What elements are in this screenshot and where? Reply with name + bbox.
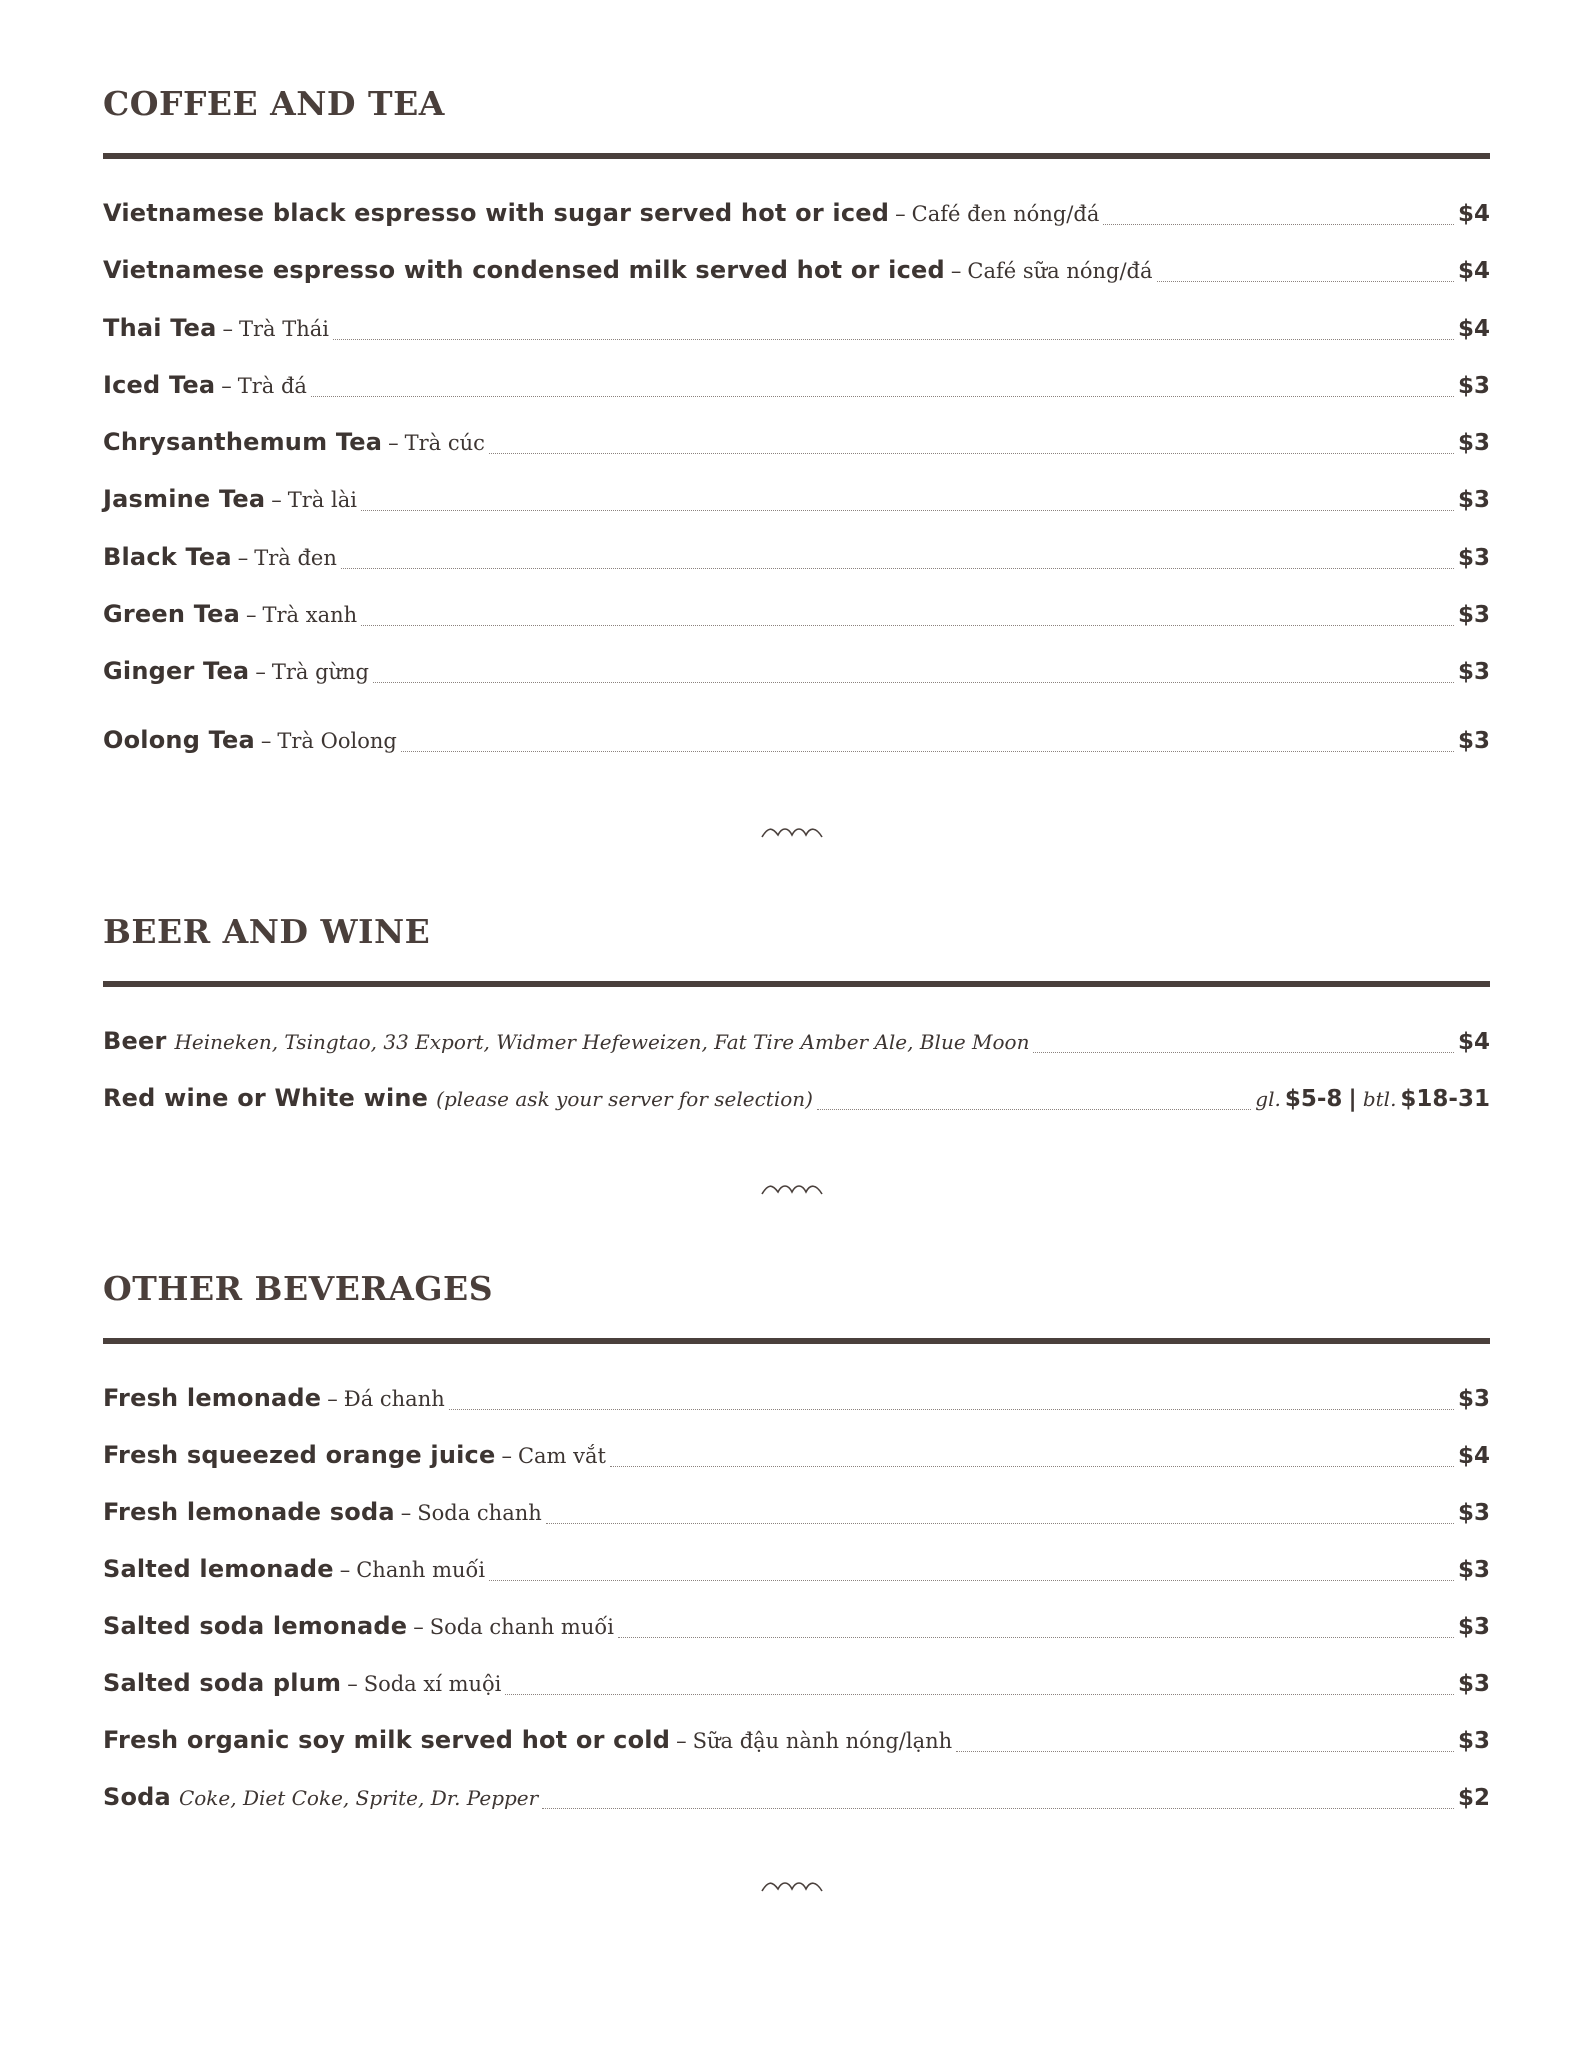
section-other-beverages (103, 1267, 1490, 1811)
item-price: $4 (1457, 1443, 1490, 1469)
item-vietnamese-name: Trà xanh (262, 603, 358, 627)
menu-item (103, 1498, 1490, 1532)
dot-leader (361, 624, 1454, 626)
item-price: $3 (1457, 487, 1490, 513)
item-separator: – (222, 317, 233, 341)
section-rule (103, 981, 1490, 987)
item-name: Black Tea (103, 543, 232, 571)
item-name: Fresh lemonade soda (103, 1498, 395, 1526)
item-vietnamese-name: Trà Oolong (277, 729, 397, 753)
section-title: OTHER BEVERAGES (103, 1269, 494, 1308)
menu-item (103, 543, 1490, 577)
item-name: Fresh organic soy milk served hot or cold (103, 1726, 671, 1754)
item-price: $4 (1457, 201, 1490, 227)
menu-item (103, 199, 1490, 233)
item-vietnamese-name: Soda chanh muối (429, 1615, 614, 1639)
item-name: Fresh squeezed orange juice (103, 1441, 496, 1469)
item-separator: – (950, 259, 962, 283)
item-price-bottle: $18-31 (1400, 1086, 1490, 1112)
dot-leader (618, 1636, 1454, 1638)
item-price: $3 (1457, 1557, 1490, 1583)
item-name: Oolong Tea (103, 726, 255, 754)
item-separator: – (237, 546, 249, 570)
menu-item (103, 1084, 1490, 1118)
item-detail: Heineken, Tsingtao, 33 Export, Widmer Hefeweizen, Fat Tire Amber Ale, Blue Moon (174, 1030, 1030, 1054)
item-price: $3 (1457, 659, 1490, 685)
item-name: Green Tea (103, 600, 240, 628)
item-price: $3 (1457, 545, 1490, 571)
item-separator: – (327, 1387, 338, 1411)
menu-item (103, 1612, 1490, 1646)
item-price: $4 (1457, 1029, 1490, 1055)
item-vietnamese-name: Soda xí muội (363, 1672, 502, 1696)
dot-leader (956, 1750, 1454, 1752)
item-name: Red wine or White wine (103, 1084, 429, 1112)
item-separator: – (413, 1615, 424, 1639)
menu-item (103, 1027, 1490, 1061)
menu-item (103, 1384, 1490, 1418)
dot-leader (361, 509, 1454, 511)
item-vietnamese-name: Trà đen (254, 546, 337, 570)
menu-item (103, 371, 1490, 405)
item-name: Iced Tea (103, 371, 216, 399)
wave-flourish-icon (760, 1180, 824, 1198)
item-name: Jasmine Tea (103, 485, 266, 513)
item-separator: – (221, 374, 232, 398)
dot-leader (817, 1108, 1251, 1110)
item-price: $3 (1457, 728, 1490, 754)
menu-item (103, 485, 1490, 519)
section-beer-and-wine (103, 910, 1490, 1112)
item-vietnamese-name: Soda chanh (417, 1501, 542, 1525)
price-label-bottle: btl. (1362, 1087, 1397, 1111)
dot-leader (610, 1465, 1454, 1467)
dot-leader (546, 1522, 1454, 1524)
item-name: Ginger Tea (103, 657, 250, 685)
dot-leader (1103, 223, 1454, 225)
item-vietnamese-name: Chanh muối (356, 1558, 486, 1582)
item-vietnamese-name: Café sữa nóng/đá (967, 259, 1153, 283)
item-name: Soda (103, 1783, 171, 1811)
item-name: Chrysanthemum Tea (103, 428, 383, 456)
item-vietnamese-name: Trà Thái (239, 317, 330, 341)
item-name: Beer (103, 1027, 167, 1055)
item-price: $3 (1457, 602, 1490, 628)
section-title: COFFEE AND TEA (103, 84, 445, 123)
item-price: $3 (1457, 1500, 1490, 1526)
menu-item (103, 1555, 1490, 1589)
item-separator: – (260, 729, 272, 753)
menu-item (103, 1669, 1490, 1703)
price-label-glass: gl. (1255, 1087, 1281, 1111)
item-price: $3 (1457, 1614, 1490, 1640)
item-separator: – (676, 1729, 687, 1753)
menu-item (103, 600, 1490, 634)
item-price: $4 (1457, 316, 1490, 342)
item-vietnamese-name: Trà đá (237, 374, 307, 398)
menu-item (103, 256, 1490, 290)
item-name: Salted soda lemonade (103, 1612, 408, 1640)
item-name: Thai Tea (103, 314, 217, 342)
item-price: $3 (1457, 373, 1490, 399)
item-price: $3 (1457, 1386, 1490, 1412)
item-name: Salted soda plum (103, 1669, 342, 1697)
menu-item (103, 1726, 1490, 1760)
item-price: $3 (1457, 1728, 1490, 1754)
item-price: $3 (1457, 1671, 1490, 1697)
item-price: $3 (1457, 430, 1490, 456)
dot-leader (489, 452, 1454, 454)
item-vietnamese-name: Trà gừng (271, 660, 370, 684)
item-separator: – (501, 1444, 512, 1468)
item-vietnamese-name: Sữa đậu nành nóng/lạnh (692, 1729, 953, 1753)
item-detail: (please ask your server for selection) (436, 1087, 813, 1111)
item-separator: – (895, 202, 906, 226)
section-coffee-and-tea (103, 82, 1490, 754)
item-name: Vietnamese espresso with condensed milk served hot or iced (103, 256, 945, 284)
dot-leader (542, 1807, 1454, 1809)
item-name: Fresh lemonade (103, 1384, 322, 1412)
item-separator: – (347, 1672, 358, 1696)
item-vietnamese-name: Trà lài (287, 488, 357, 512)
section-title: BEER AND WINE (103, 912, 431, 951)
dot-leader (1033, 1051, 1454, 1053)
item-vietnamese-name: Café đen nóng/đá (911, 202, 1100, 226)
item-separator: – (246, 603, 257, 627)
menu-item (103, 726, 1490, 760)
item-separator: – (271, 488, 282, 512)
menu-item (103, 657, 1490, 691)
dot-leader (311, 395, 1454, 397)
item-vietnamese-name: Cam vắt (517, 1444, 606, 1468)
wave-flourish-icon (760, 823, 824, 841)
item-price: $2 (1457, 1785, 1490, 1811)
dot-leader (333, 338, 1454, 340)
item-separator: – (400, 1501, 412, 1525)
dot-leader (341, 567, 1454, 569)
item-separator: – (255, 660, 266, 684)
wave-flourish-icon (760, 1877, 824, 1895)
dot-leader (505, 1693, 1454, 1695)
item-name: Vietnamese black espresso with sugar served hot or iced (103, 199, 890, 227)
item-price: $4 (1457, 258, 1490, 284)
menu-item (103, 428, 1490, 462)
dot-leader (373, 681, 1454, 683)
section-rule (103, 153, 1490, 159)
dot-leader (401, 750, 1454, 752)
item-vietnamese-name: Đá chanh (343, 1387, 445, 1411)
dot-leader (1157, 280, 1454, 282)
price-divider: | (1348, 1086, 1357, 1112)
item-price-glass: $5-8 (1284, 1086, 1343, 1112)
dot-leader (449, 1408, 1454, 1410)
item-vietnamese-name: Trà cúc (404, 431, 485, 455)
item-detail: Coke, Diet Coke, Sprite, Dr. Pepper (178, 1786, 539, 1810)
item-separator: – (388, 431, 399, 455)
menu-item (103, 314, 1490, 348)
section-rule (103, 1338, 1490, 1344)
item-separator: – (339, 1558, 351, 1582)
menu-item (103, 1441, 1490, 1475)
item-name: Salted lemonade (103, 1555, 334, 1583)
dot-leader (489, 1579, 1454, 1581)
menu-item (103, 1783, 1490, 1817)
